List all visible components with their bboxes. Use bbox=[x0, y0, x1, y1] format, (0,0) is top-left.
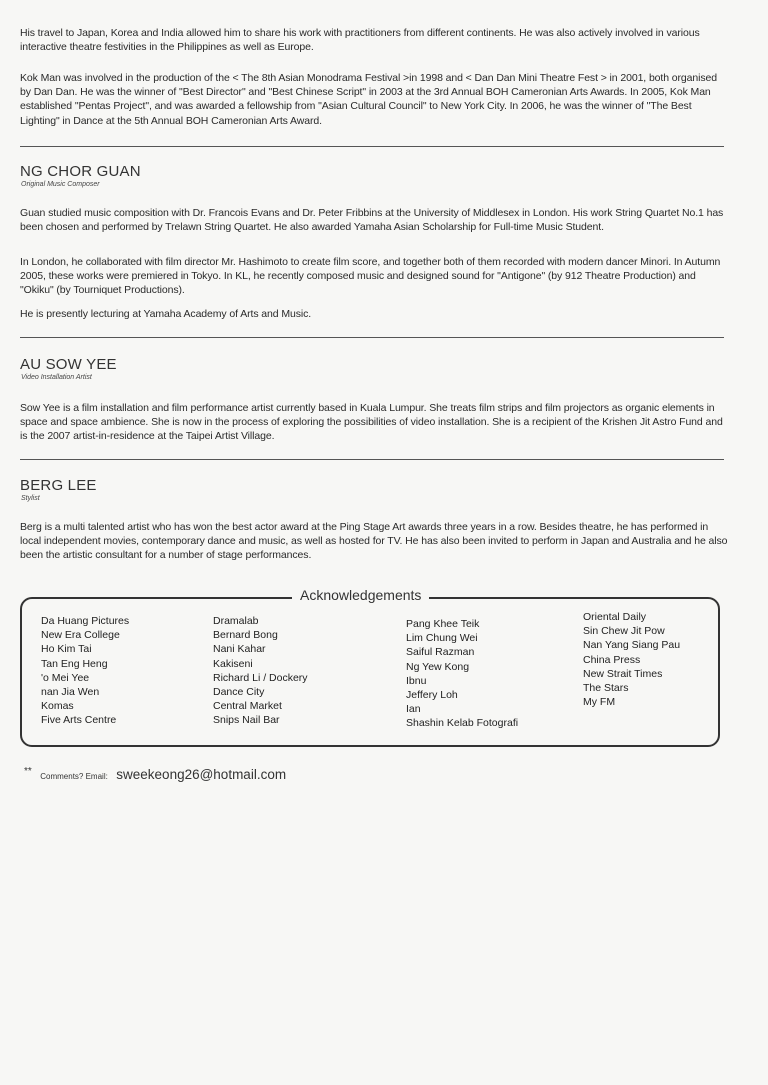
bio-paragraph: Guan studied music composition with Dr. Francois Evans and Dr. Peter Fribbins at the University of Middlesex in London. His work String Quartet No.1 has been chosen and performed by Trelawn String Quartet. He also awarded Yamaha Asian Scholarship for Full-time Music Student. bbox=[20, 207, 724, 234]
comments-label: Comments? Email: bbox=[40, 772, 108, 781]
ack-item: Kakiseni bbox=[213, 657, 253, 670]
ack-item: Tan Eng Heng bbox=[41, 657, 108, 670]
ack-item: Central Market bbox=[213, 700, 282, 713]
ack-item: Ho Kim Tai bbox=[41, 643, 92, 656]
ack-item: Dance City bbox=[213, 686, 265, 699]
ack-item: China Press bbox=[583, 653, 641, 666]
ack-item: Jeffery Loh bbox=[406, 689, 458, 702]
ack-item: Da Huang Pictures bbox=[41, 615, 130, 627]
bio-paragraph: Kok Man was involved in the production of the < The 8th Asian Monodrama Festival >in 1998 and < Dan Dan Mini Theatre Fest > in 2001, both organised by Dan Dan. He was the winner of "Best Director" and "Best Chinese Script" in 2003 at the 3rd Annual BOH Cameronian Arts Awards. In 2005, Kok Man established "Pentas Project", and was awarded a fellowship from "Asian Cultural Council" to New York City. In 2006, he was the winner of "The Best Lighting" in Dance at the 5th Annual BOH Cameronian Arts Award. bbox=[20, 72, 718, 127]
artist-role: Video Installation Artist bbox=[21, 374, 92, 381]
ack-item: Ng Yew Kong bbox=[406, 660, 470, 673]
ack-item: Nan Yang Siang Pau bbox=[583, 639, 681, 652]
ack-item: The Stars bbox=[583, 682, 629, 695]
comments-footer bbox=[24, 766, 286, 784]
bio-paragraph: He is presently lecturing at Yamaha Academy of Arts and Music. bbox=[20, 308, 312, 320]
artist-name: BERG LEE bbox=[20, 477, 97, 494]
artist-role: Original Music Composer bbox=[21, 181, 100, 188]
acknowledgements-title: Acknowledgements bbox=[292, 587, 429, 603]
ack-item: Ian bbox=[406, 703, 421, 716]
artist-role: Stylist bbox=[21, 495, 40, 502]
ack-column-2 bbox=[213, 614, 308, 728]
ack-column-1 bbox=[41, 614, 129, 728]
bio-paragraph: Sow Yee is a film installation and film performance artist currently based in Kuala Lumpur. She treats film strips and film projectors as organic elements in space and space ambience. She is now in the process of exploring the possibilities of video installation. She is a recipient of the Krishen Jit Astro Fund and is the 2007 artist-in-residence at the Taipei Artist Village. bbox=[20, 402, 723, 443]
section-divider bbox=[20, 337, 724, 338]
ack-item: Saiful Razman bbox=[406, 646, 475, 659]
ack-item: Ibnu bbox=[406, 674, 427, 687]
bio-paragraph: In London, he collaborated with film director Mr. Hashimoto to create film score, and together both of them recorded with modern dancer Minori. In Autumn 2005, these works were premiered in Tokyo. In KL, he recently composed music and designed sound for "Antigone" (by 912 Theatre Production) and "Okiku" (by Tourniquet Productions). bbox=[20, 256, 721, 297]
ack-item: Komas bbox=[41, 700, 74, 713]
contact-email: sweekeong26@hotmail.com bbox=[116, 767, 287, 782]
ack-item: Five Arts Centre bbox=[41, 714, 117, 727]
ack-item: Bernard Bong bbox=[213, 629, 278, 642]
section-divider bbox=[20, 146, 724, 147]
ack-column-4 bbox=[583, 610, 680, 709]
ack-item: Sin Chew Jit Pow bbox=[583, 625, 665, 638]
ack-item: Richard Li / Dockery bbox=[213, 671, 308, 684]
artist-name: NG CHOR GUAN bbox=[20, 163, 141, 180]
ack-item: Pang Khee Teik bbox=[406, 618, 480, 630]
bio-paragraph: Berg is a multi talented artist who has won the best actor award at the Ping Stage Art awards three years in a row. Besides theatre, he has performed in local independent movies, contemporary dance and music, as well as hosted for TV. He has also been invited to perform in Japan and Australia and he also been the artistic consultant for a number of stage performances. bbox=[20, 521, 728, 562]
ack-item: Shashin Kelab Fotografi bbox=[406, 717, 519, 730]
ack-column-3 bbox=[406, 617, 518, 731]
ack-item: New Strait Times bbox=[583, 667, 663, 680]
ack-item: New Era College bbox=[41, 629, 120, 642]
ack-item: nan Jia Wen bbox=[41, 686, 100, 699]
ack-item: Nani Kahar bbox=[213, 643, 266, 656]
ack-item: My FM bbox=[583, 696, 616, 709]
bio-paragraph: His travel to Japan, Korea and India allowed him to share his work with practitioners from different continents. He was also actively involved in various interactive theatre festivities in the Philippines as well as Europe. bbox=[20, 27, 700, 54]
footnote-stars: ** bbox=[24, 766, 32, 777]
ack-item: 'o Mei Yee bbox=[41, 671, 90, 684]
ack-item: Dramalab bbox=[213, 615, 259, 627]
ack-item: Snips Nail Bar bbox=[213, 714, 280, 727]
artist-name: AU SOW YEE bbox=[20, 356, 117, 373]
ack-item: Oriental Daily bbox=[583, 611, 647, 623]
section-divider bbox=[20, 459, 724, 460]
ack-item: Lim Chung Wei bbox=[406, 632, 478, 645]
